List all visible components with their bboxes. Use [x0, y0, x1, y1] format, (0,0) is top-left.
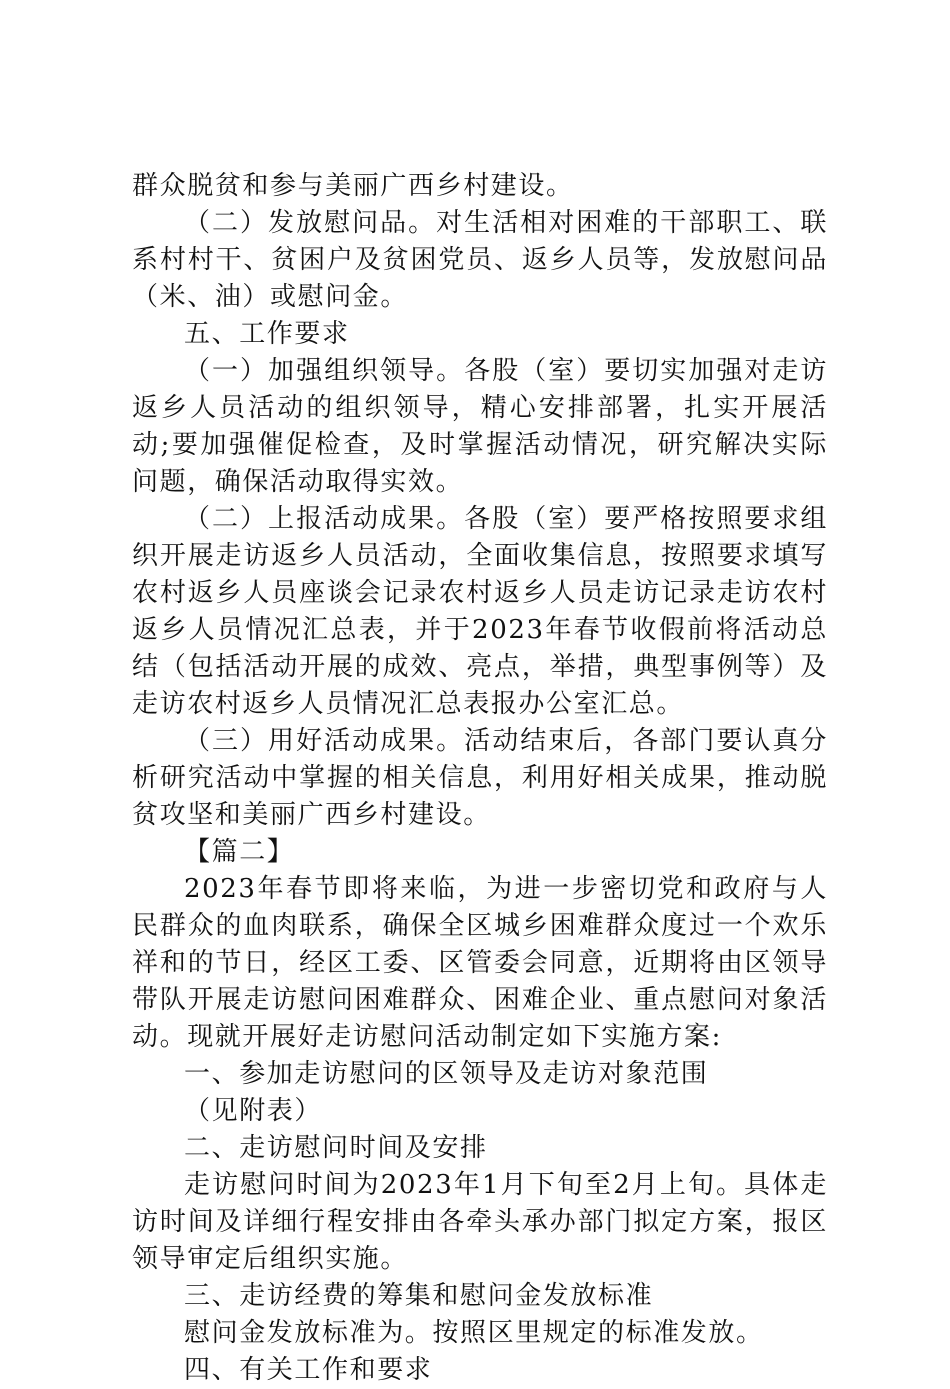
heading-related-requirements: 四、有关工作和要求 [184, 1355, 433, 1385]
paragraph-see-attachment: （见附表） [184, 1096, 323, 1126]
heading-work-requirements: 五、工作要求 [184, 319, 350, 349]
paragraph-continuation: 群众脱贫和参与美丽广西乡村建设。 [132, 171, 574, 201]
heading-funding-standards: 三、走访经费的筹集和慰问金发放标准 [184, 1281, 654, 1311]
paragraph-report-results: （二）上报活动成果。各股（室）要严格按照要求组织开展走访返乡人员活动，全面收集信息，按照要求填写农村返乡人员座谈会记录农村返乡人员走访记录走访农村返乡人员情况汇总表，并于2023年春节收假前将活动总结（包括活动开展的成效、亮点，举措，典型事例等）及走访农村返乡人员情况汇总表报办公室汇总。 [132, 504, 828, 719]
section-title-part-two: 【篇二】 [184, 837, 295, 867]
paragraph-distribute-gifts: （二）发放慰问品。对生活相对困难的干部职工、联系村村干、贫困户及贫困党员、返乡人员等，发放慰问品（米、油）或慰问金。 [132, 208, 828, 312]
paragraph-use-results: （三）用好活动成果。活动结束后，各部门要认真分析研究活动中掌握的相关信息，利用好相关成果，推动脱贫攻坚和美丽广西乡村建设。 [132, 726, 828, 830]
paragraph-payment-standard: 慰问金发放标准为。按照区里规定的标准发放。 [184, 1318, 764, 1348]
heading-leaders-and-scope: 一、参加走访慰问的区领导及走访对象范围 [184, 1059, 709, 1089]
document-body [132, 168, 828, 1389]
paragraph-visit-schedule: 走访慰问时间为2023年1月下旬至2月上旬。具体走访时间及详细行程安排由各牵头承办部门拟定方案，报区领导审定后组织实施。 [132, 1170, 828, 1274]
heading-time-and-arrangement: 二、走访慰问时间及安排 [184, 1133, 488, 1163]
paragraph-introduction: 2023年春节即将来临，为进一步密切党和政府与人民群众的血肉联系，确保全区城乡困难群众度过一个欢乐祥和的节日，经区工委、区管委会同意，近期将由区领导带队开展走访慰问困难群众、困难企业、重点慰问对象活动。现就开展好走访慰问活动制定如下实施方案: [132, 874, 828, 1052]
paragraph-strengthen-leadership: （一）加强组织领导。各股（室）要切实加强对走访返乡人员活动的组织领导，精心安排部署，扎实开展活动;要加强催促检查，及时掌握活动情况，研究解决实际问题，确保活动取得实效。 [132, 356, 828, 497]
